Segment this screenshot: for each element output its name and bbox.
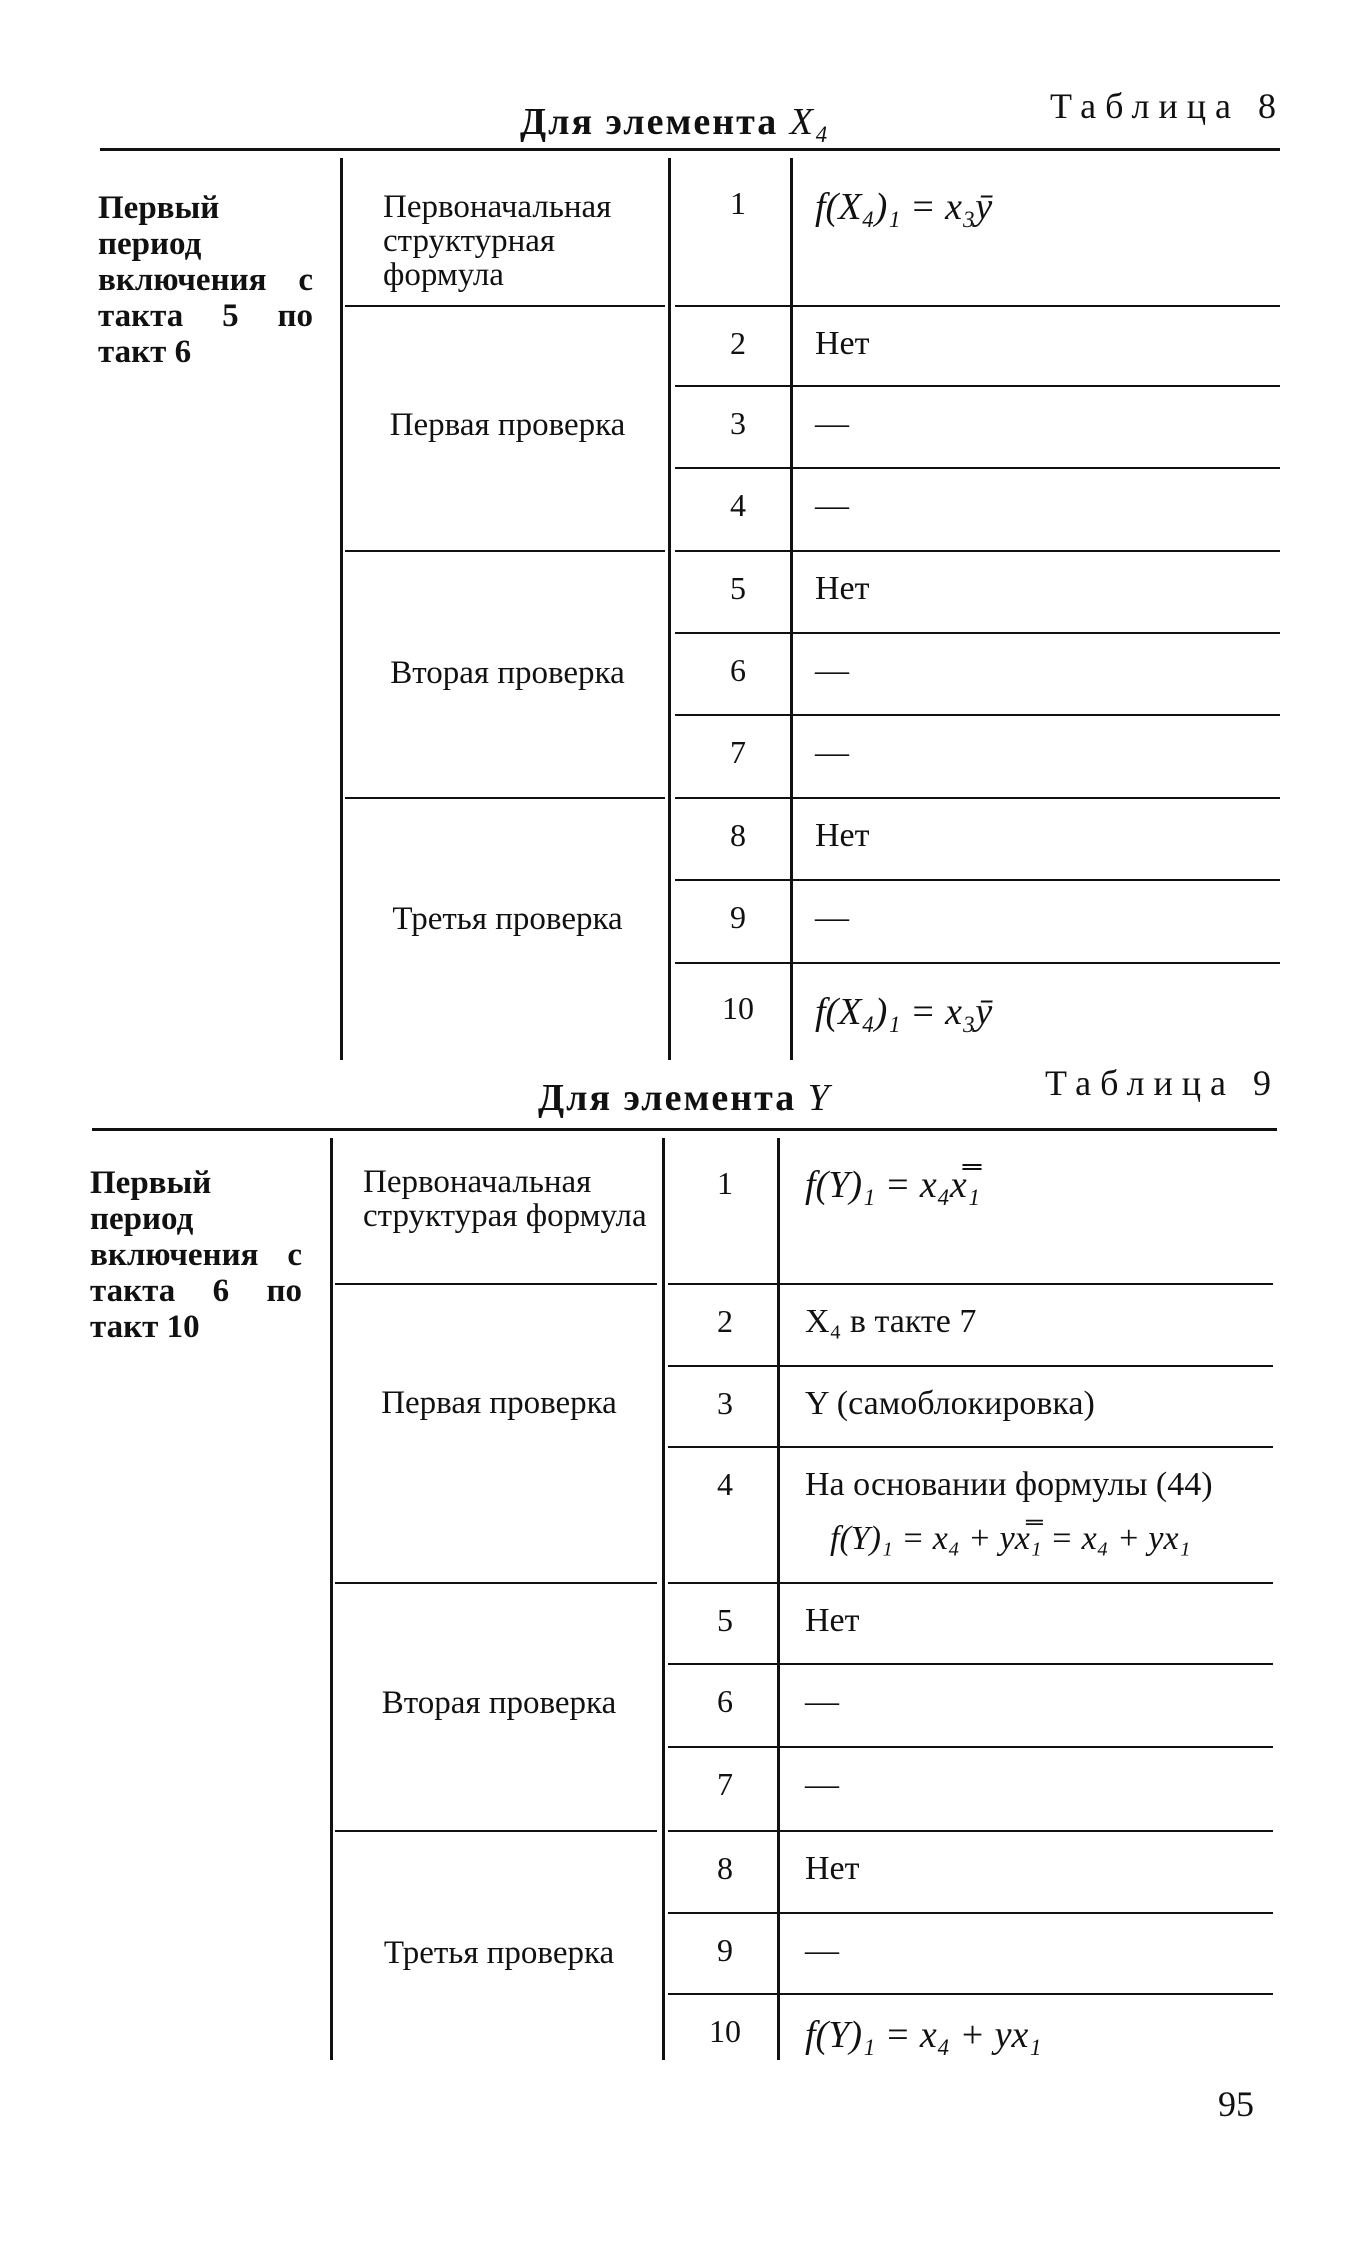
table-8-heading	[520, 100, 830, 144]
table-8-row-value: Нет	[815, 570, 870, 607]
table-8-stage-divider-2	[345, 550, 665, 552]
table-8-row-number: 7	[730, 734, 746, 770]
table-8-stage-first: Первая проверка	[389, 407, 626, 443]
table-9-row-divider	[668, 1365, 1273, 1367]
table-9-row-number: 10	[709, 2013, 741, 2049]
table-8-row-divider	[675, 467, 1280, 469]
table-9-row-number: 8	[717, 1850, 733, 1886]
table-8-row-number: 4	[730, 487, 746, 523]
table-9-period: Первый период включения с такта 6 по такт 10	[90, 1165, 302, 1345]
table-8-row-divider	[675, 879, 1280, 881]
table-9-row-value: На основании формулы (44)	[805, 1466, 1213, 1503]
table-8-row-number: 8	[730, 817, 746, 853]
table-8-vrule-1	[340, 158, 343, 1060]
table-8-row-value: Нет	[815, 817, 870, 854]
table-9-row-number: 1	[717, 1165, 733, 1201]
table-9-stage-divider-2	[335, 1582, 657, 1584]
table-8-vrule-3	[790, 158, 793, 1060]
table-8-period: Первый период включения с такта 5 по такт 6	[98, 190, 313, 370]
table-9-stage-first: Первая проверка	[381, 1385, 617, 1421]
table-9-row-value: Y (самоблокировка)	[805, 1385, 1095, 1422]
table-8-row-divider	[675, 305, 1280, 307]
page-number: 95	[1218, 2084, 1254, 2124]
table-9-row-formula: f(Y)₁ = x₄ + yx̿₁ = x₄ + yx₁	[830, 1520, 1191, 1557]
table-9-vrule-2	[662, 1138, 665, 2060]
table-9-row-number: 2	[717, 1303, 733, 1339]
table-9-row-number: 5	[717, 1602, 733, 1638]
table-8-top-rule	[100, 148, 1280, 151]
table-8-row-formula: f(X₄)₁ = x₃ȳ	[815, 186, 993, 228]
table-9-row-formula: f(Y)₁ = x₄ + yx₁	[805, 2014, 1042, 2056]
table-8-heading-symbol: X₄	[789, 101, 831, 143]
table-8-stage-divider-1	[345, 305, 665, 307]
table-9-stage-third: Третья проверка	[383, 1935, 615, 1971]
table-9-row-formula: f(Y)₁ = x₄x̿₁	[805, 1164, 981, 1206]
table-9-heading-text: Для элемента	[538, 1077, 797, 1119]
table-8-row-value: —	[815, 652, 849, 689]
table-8-stage-initial: Первоначальная структурная формула	[383, 189, 612, 293]
table-9-row-value: —	[805, 1683, 839, 1720]
table-8-row-number: 3	[730, 405, 746, 441]
table-8-row-divider	[675, 385, 1280, 387]
table-8-row-number: 2	[730, 325, 746, 361]
table-8-row-value: —	[815, 405, 849, 442]
table-9-row-divider	[668, 1830, 1273, 1832]
table-8-row-value: —	[815, 734, 849, 771]
table-9-top-rule	[92, 1128, 1277, 1131]
table-8-row-divider	[675, 632, 1280, 634]
table-8-row-value: —	[815, 487, 849, 524]
table-8-row-divider	[675, 962, 1280, 964]
table-9-row-value: Нет	[805, 1850, 860, 1887]
table-8-stage-second: Вторая проверка	[390, 655, 625, 691]
table-8-row-divider	[675, 714, 1280, 716]
table-9-heading	[538, 1076, 831, 1120]
table-9-row-number: 6	[717, 1683, 733, 1719]
table-9-row-divider	[668, 1912, 1273, 1914]
table-9-row-divider	[668, 1582, 1273, 1584]
table-8-vrule-2	[668, 158, 671, 1060]
table-9-row-value: Нет	[805, 1602, 860, 1639]
table-8-row-number: 10	[722, 990, 754, 1026]
table-9-row-divider	[668, 1993, 1273, 1995]
table-8-row-formula: f(X₄)₁ = x₃ȳ	[815, 991, 993, 1033]
table-8-row-number: 6	[730, 652, 746, 688]
table-9-row-divider	[668, 1283, 1273, 1285]
table-9-row-value: X₄ в такте 7	[805, 1303, 977, 1340]
table-9-stage-divider-1	[335, 1283, 657, 1285]
table-9-vrule-1	[330, 1138, 333, 2060]
table-9-row-number: 7	[717, 1766, 733, 1802]
table-9-row-number: 9	[717, 1932, 733, 1968]
table-8-label: Таблица 8	[1050, 86, 1285, 126]
table-8-row-number: 5	[730, 570, 746, 606]
table-8-row-divider	[675, 550, 1280, 552]
table-9-vrule-3	[777, 1138, 780, 2060]
table-9-stage-second: Вторая проверка	[381, 1685, 617, 1721]
table-9-stage-initial: Первоначальная структурая формула	[363, 1164, 647, 1234]
table-9-row-number: 3	[717, 1385, 733, 1421]
table-8-stage-third: Третья проверка	[392, 901, 623, 937]
table-8-heading-text: Для элемента	[520, 101, 779, 143]
table-8-row-value: —	[815, 899, 849, 936]
table-9-row-divider	[668, 1446, 1273, 1448]
table-9-row-divider	[668, 1746, 1273, 1748]
table-9-label: Таблица 9	[1045, 1063, 1280, 1103]
table-8-row-number: 1	[730, 185, 746, 221]
table-8-stage-divider-3	[345, 797, 665, 799]
table-9-row-divider	[668, 1663, 1273, 1665]
table-8-row-value: Нет	[815, 325, 870, 362]
table-9-row-value: —	[805, 1766, 839, 1803]
table-9-row-value: —	[805, 1932, 839, 1969]
table-8-row-divider	[675, 797, 1280, 799]
table-8-row-number: 9	[730, 899, 746, 935]
table-9-stage-divider-3	[335, 1830, 657, 1832]
table-9-heading-symbol: Y	[807, 1077, 831, 1119]
table-9-row-number: 4	[717, 1466, 733, 1502]
